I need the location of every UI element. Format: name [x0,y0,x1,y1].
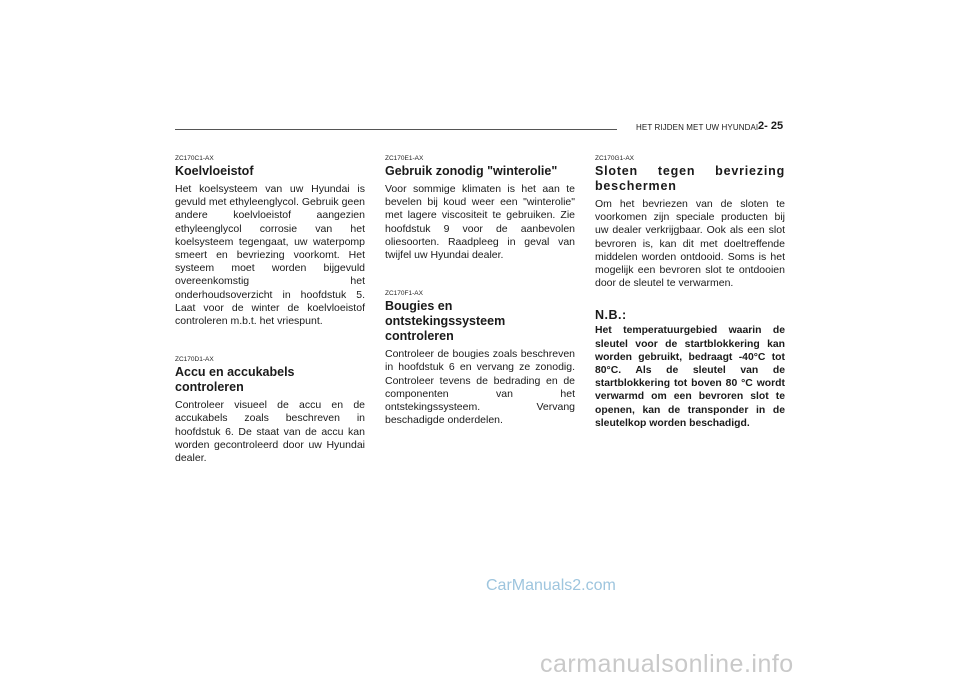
section-title: Accu en accukabels controleren [175,365,295,395]
section-title: Sloten tegen bevriezing beschermen [595,164,785,193]
section-code: ZC170D1-AX [175,356,214,364]
section-title: Bougies en ontstekingssysteem controleren [385,299,506,344]
section-bougies [385,290,575,427]
note-box [595,308,785,430]
section-body: Om het bevriezen van de sloten te voorkomen zijn speciale producten bij uw dealer verkrijgbaar. Ook als een slot bevroren is, kan dit met doeltreffende middelen worden ontdooid. Soms is het mogelijk een bevroren slot te ontdooien door de sleutel te verwarmen. [595,198,785,290]
note-title: N.B.: [595,308,627,323]
section-sloten [595,155,785,290]
section-body: Voor sommige klimaten is het aan te bevelen bij koud weer een "winterolie" met lagere viscositeit te gebruiken. Zie hoofdstuk 9 voor de aanbevolen oliesoorten. Raadpleeg in geval van twijfel uw Hyundai dealer. [385,183,575,262]
column-left [175,155,365,465]
section-body: Controleer visueel de accu en de accukabels zoals beschreven in hoofdstuk 6. De staat van de accu kan worden gecontroleerd door uw Hyundai dealer. [175,399,365,465]
section-koelvloeistof [175,155,365,328]
section-code: ZC170C1-AX [175,155,214,162]
section-title: Koelvloeistof [175,164,254,178]
section-code: ZC170E1-AX [385,155,424,162]
site-watermark[interactable]: CarManuals2.com [486,577,616,594]
section-winterolie [385,155,575,262]
footer-watermark: carmanualsonline.info [540,650,794,678]
section-title: Gebruik zonodig "winterolie" [385,164,558,178]
section-code: ZC170F1-AX [385,290,423,298]
column-middle [385,155,575,427]
section-body: Het koelsysteem van uw Hyundai is gevuld met ethyleenglycol. Gebruik geen andere koelvloeistof aangezien ethyleenglycol corrosie van het koelsysteem tegengaat, uw waterpomp smeert en bevriezing voorkomt. Het systeem moet worden bijgevuld overeenkomstig het onderhoudsoverzicht in hoofdstuk 5. Laat voor de winter de koelvloeistof controleren m.b.t. het vriespunt. [175,183,365,328]
page-number: 2- 25 [758,120,784,132]
column-right [595,155,785,430]
section-body: Controleer de bougies zoals beschreven in hoofdstuk 6 en vervang ze zonodig. Controleer tevens de bedrading en de componenten van het ontstekingssysteem. Vervang beschadigde onderdelen. [385,348,575,427]
section-accu [175,356,365,465]
section-code: ZC170G1-AX [595,155,635,162]
note-body: Het temperatuurgebied waarin de sleutel voor de startblokkering kan worden gebruikt, bedraagt -40°C tot 80°C. Als de sleutel van de startblokkering tot boven 80 °C wordt verwarmd om een bevroren slot te openen, kan de transponder in de sleutelkop worden beschadigd. [595,325,785,429]
header-rule [175,129,617,130]
running-header: HET RIJDEN MET UW HYUNDAI [636,123,759,132]
